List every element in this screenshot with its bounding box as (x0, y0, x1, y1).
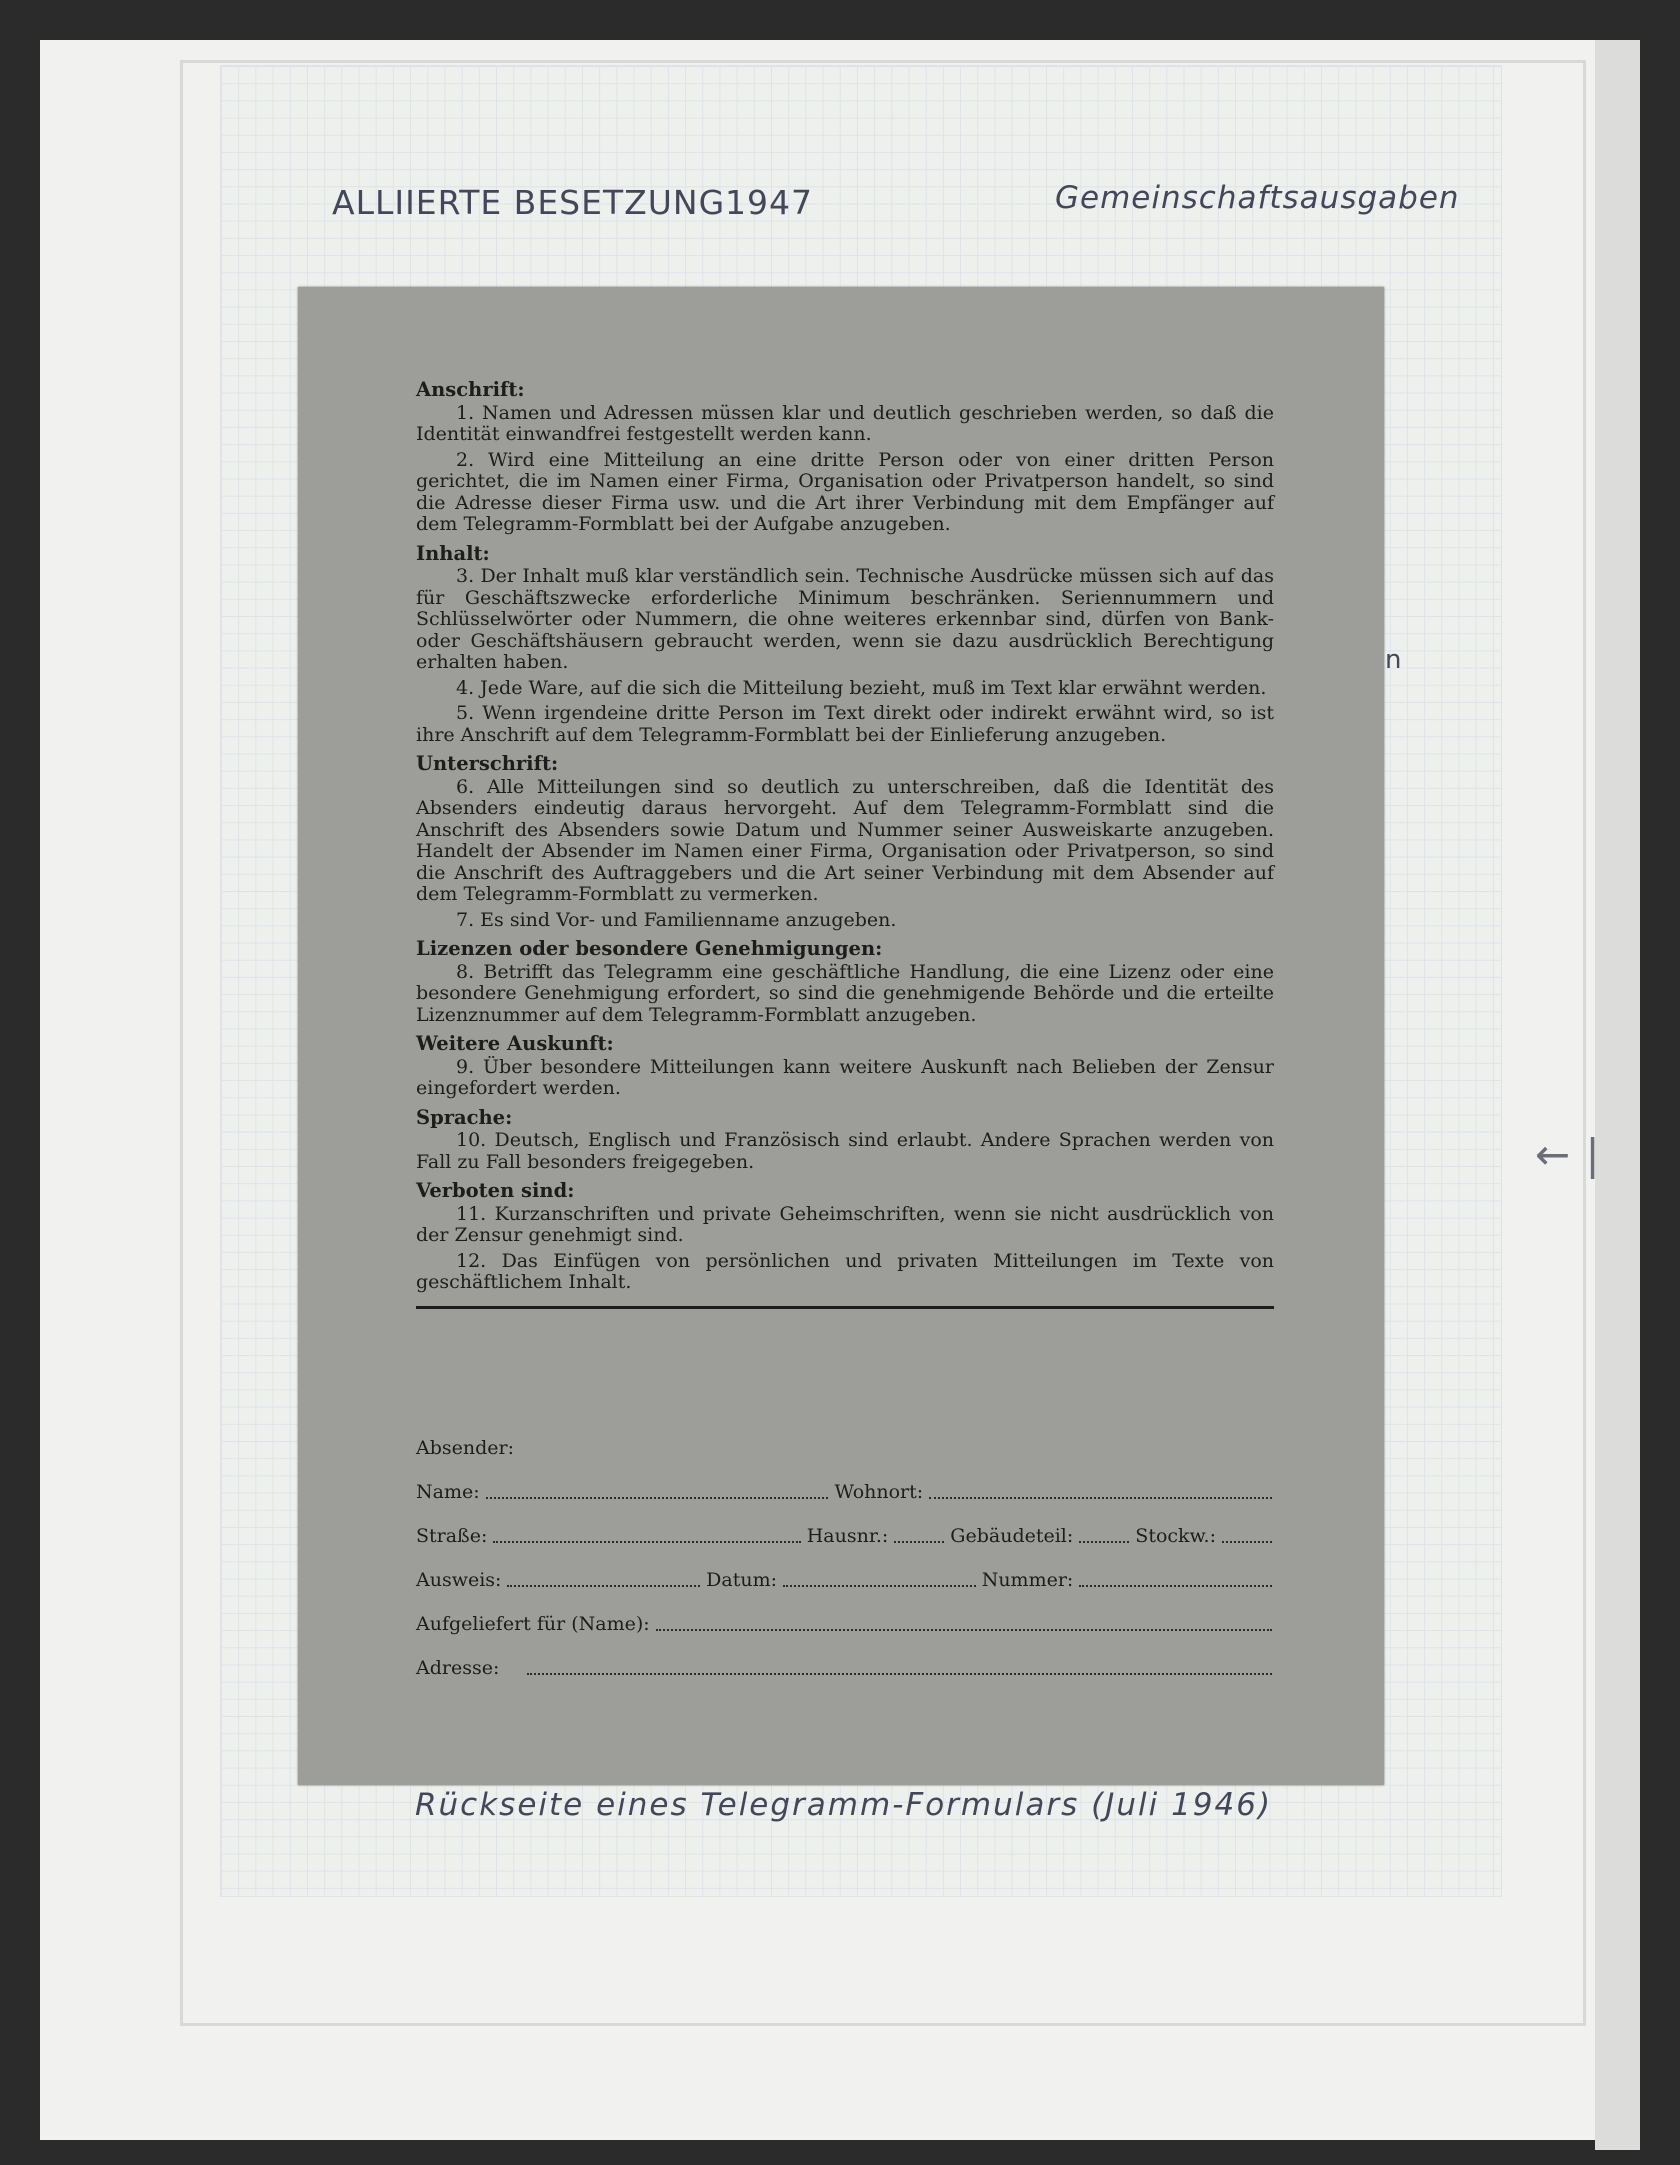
form-row-id (416, 1569, 1278, 1591)
album-series-title: Gemeinschaftsausgaben (1055, 180, 1460, 216)
house-no-field[interactable] (894, 1540, 944, 1543)
side-mark: n (1385, 645, 1403, 675)
floor-field[interactable] (1222, 1540, 1272, 1543)
album-year: 1947 (725, 183, 813, 222)
filed-for-label: Aufgeliefert für (Name): (416, 1613, 650, 1635)
residence-label: Wohnort: (834, 1481, 924, 1503)
form-row-sender (416, 1437, 1278, 1459)
building-part-field[interactable] (1079, 1540, 1129, 1543)
form-row-address (416, 1657, 1278, 1679)
section-title: Inhalt: (416, 541, 490, 565)
sender-label: Absender: (416, 1437, 515, 1459)
page-edge (1595, 40, 1640, 2150)
telegram-form-back (298, 287, 1384, 1785)
section-paragraph: 11. Kurzanschriften und private Geheimschriften, wenn sie nicht ausdrücklich von der Zensur genehmigt sind. (416, 1202, 1274, 1246)
section-paragraph: 6. Alle Mitteilungen sind so deutlich zu unterschreiben, daß die Identität des Absenders eindeutig daraus hervorgeht. Auf dem Telegramm-Formblatt sind die Anschrift des Absenders sowie Datum und Nummer seiner Ausweiskarte anzugeben. Handelt der Absender im Namen einer Firma, Organisation oder Privatperson, so sind die Anschrift des Auftraggebers und die Art seiner Verbindung mit dem Absender auf dem Telegramm-Formblatt zu vermerken. (416, 775, 1274, 905)
section-paragraph: 1. Namen und Adressen müssen klar und deutlich geschrieben werden, so daß die Identität einwandfrei festgestellt werden kann. (416, 401, 1274, 445)
street-field[interactable] (493, 1540, 800, 1543)
section-paragraph: 5. Wenn irgendeine dritte Person im Text direkt oder indirekt erwähnt wird, so ist ihre Anschrift auf dem Telegramm-Formblatt bei der Einlieferung anzugeben. (416, 702, 1274, 746)
section-title: Unterschrift: (416, 752, 559, 775)
instructions-text (416, 372, 1274, 1309)
form-row-street (416, 1525, 1278, 1547)
address-field[interactable] (527, 1672, 1272, 1675)
date-field[interactable] (783, 1584, 976, 1587)
name-label: Name: (416, 1481, 480, 1503)
section-title: Sprache: (416, 1105, 513, 1129)
floor-label: Stockw.: (1135, 1525, 1216, 1547)
album-caption: Rückseite eines Telegramm-Formulars (Juli 1946) (415, 1787, 1273, 1823)
section-paragraph: 7. Es sind Vor- und Familienname anzugeben. (456, 908, 897, 931)
section-paragraph: 3. Der Inhalt muß klar verständlich sein. Technische Ausdrücke müssen sich auf das für Geschäftszwecke erforderliche Minimum beschränken. Seriennummern und Schlüsselwörter oder Nummern, die ohne weiteres erkennbar sind, dürfen von Bank- oder Geschäftshäusern gebraucht werden, wenn sie dazu ausdrücklich Berechtigung erhalten haben. (416, 565, 1274, 673)
address-label: Adresse: (416, 1657, 500, 1679)
section-paragraph: 8. Betrifft das Telegramm eine geschäftliche Handlung, die eine Lizenz oder eine besondere Genehmigung erfordert, so sind die genehmigende Behörde und die erteilte Lizenznummer auf dem Telegramm-Formblatt anzugeben. (416, 960, 1274, 1026)
residence-field[interactable] (929, 1496, 1272, 1499)
form-row-filed-for (416, 1613, 1278, 1635)
id-card-label: Ausweis: (416, 1569, 502, 1591)
form-row-name (416, 1481, 1278, 1503)
number-label: Nummer: (981, 1569, 1074, 1591)
section-title: Lizenzen oder besondere Genehmigungen: (416, 937, 883, 960)
date-label: Datum: (706, 1569, 777, 1591)
sender-form (416, 1437, 1278, 1701)
section-title: Anschrift: (416, 378, 525, 401)
section-paragraph: 12. Das Einfügen von persönlichen und privaten Mitteilungen im Texte von geschäftlichem Inhalt. (416, 1249, 1274, 1293)
number-field[interactable] (1079, 1584, 1272, 1587)
id-card-field[interactable] (507, 1584, 700, 1587)
arrow-note: ← | (1535, 1130, 1601, 1179)
section-paragraph: 2. Wird eine Mitteilung an eine dritte Person oder von einer dritten Person gerichtet, die im Namen einer Firma, Organisation oder Privatperson handelt, so sind die Adresse dieser Firma usw. und die Art ihrer Verbindung mit dem Empfänger auf dem Telegramm-Formblatt bei der Aufgabe anzugeben. (416, 448, 1274, 535)
street-label: Straße: (416, 1525, 488, 1547)
building-part-label: Gebäudeteil: (950, 1525, 1074, 1547)
album-title: ALLIIERTE BESETZUNG (332, 183, 726, 222)
house-no-label: Hausnr.: (806, 1525, 889, 1547)
separator-rule (416, 1306, 1274, 1309)
section-paragraph: 4. Jede Ware, auf die sich die Mitteilung bezieht, muß im Text klar erwähnt werden. (456, 676, 1267, 699)
section-title: Verboten sind: (416, 1179, 575, 1202)
name-field[interactable] (486, 1496, 829, 1499)
section-paragraph: 10. Deutsch, Englisch und Französisch sind erlaubt. Andere Sprachen werden von Fall zu Fall besonders freigegeben. (416, 1129, 1274, 1173)
section-paragraph: 9. Über besondere Mitteilungen kann weitere Auskunft nach Belieben der Zensur eingefordert werden. (416, 1055, 1274, 1099)
section-title: Weitere Auskunft: (416, 1032, 614, 1055)
filed-for-field[interactable] (656, 1628, 1272, 1631)
